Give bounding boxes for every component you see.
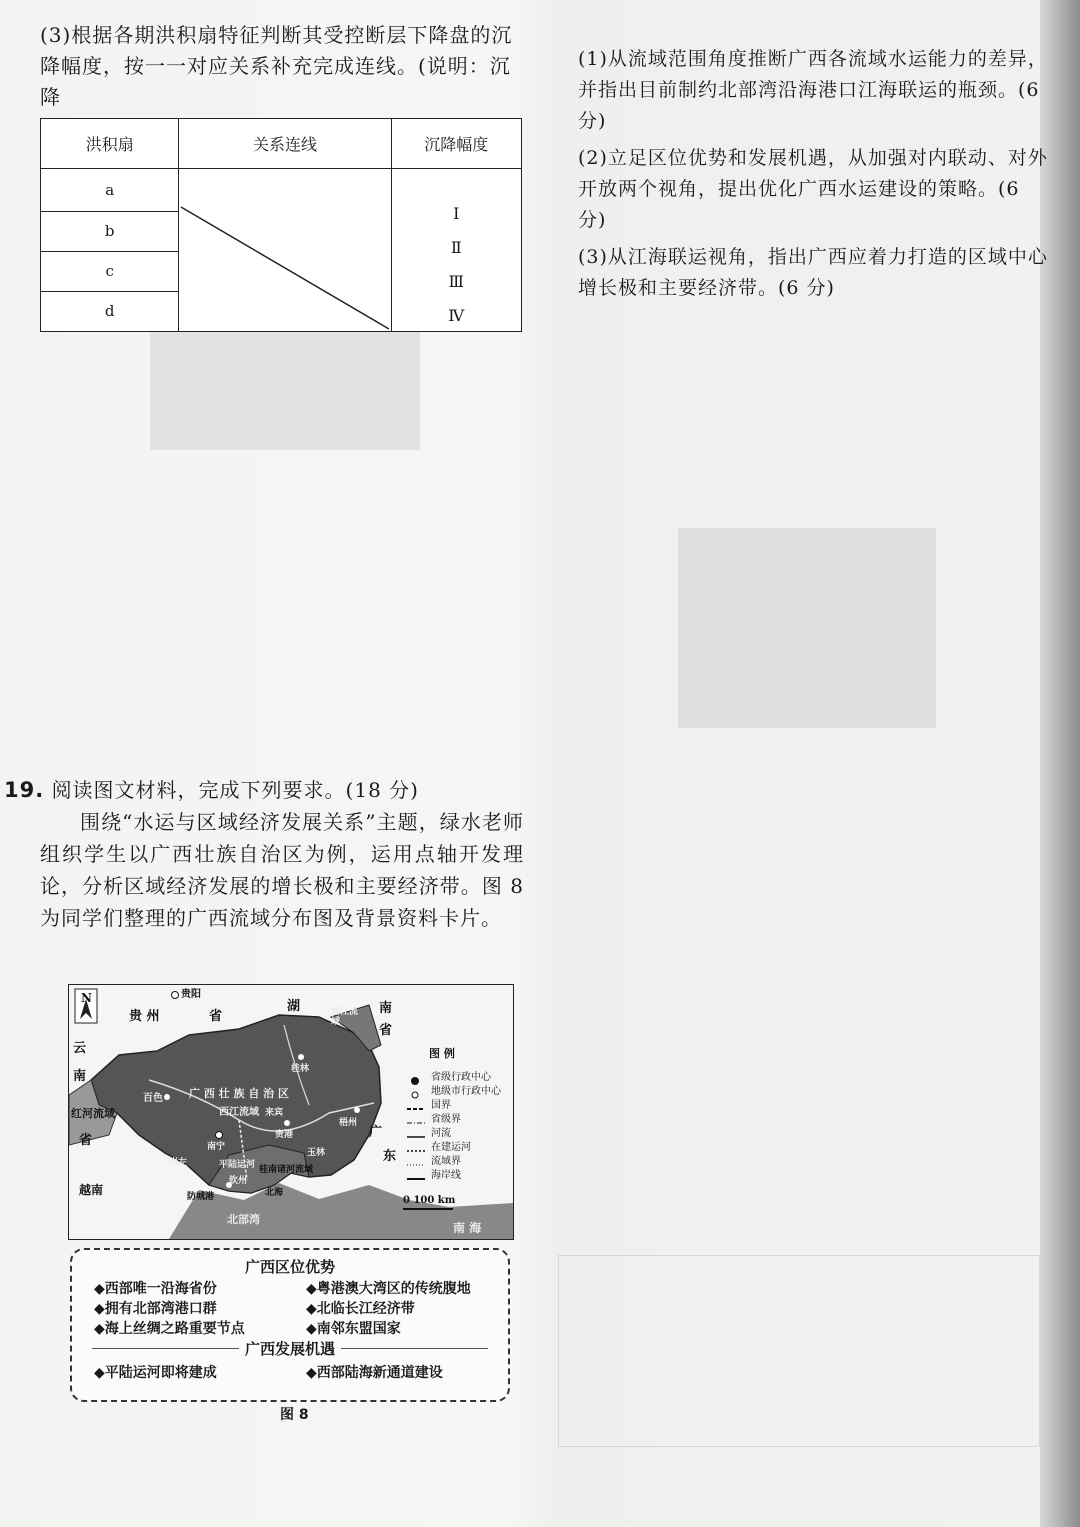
map-label: 梧州 bbox=[339, 1118, 358, 1128]
map-label: 东 bbox=[383, 1149, 397, 1164]
level-cell: Ⅱ bbox=[450, 238, 462, 258]
map-label: 省 bbox=[209, 1009, 223, 1024]
subquestion-2: (2)立足区位优势和发展机遇，从加强对内联动、对外开放两个视角，提出优化广西水运建设的策略。(6 分) bbox=[578, 147, 1048, 231]
bleed-through-image bbox=[150, 320, 420, 450]
map-label: 省 bbox=[79, 1133, 93, 1148]
map-label: 南 海 bbox=[453, 1221, 482, 1235]
legend-item: 省级界 bbox=[431, 1114, 461, 1125]
advantage-item: ◆粤港澳大湾区的传统腹地 bbox=[306, 1281, 471, 1297]
bleed-through-image bbox=[678, 528, 936, 728]
map-label: 玉林 bbox=[307, 1148, 326, 1158]
map-label: 南 bbox=[73, 1069, 87, 1084]
fan-matching-table bbox=[40, 118, 522, 332]
legend-item: 河流 bbox=[431, 1128, 451, 1139]
opportunity-item: ◆平陆运河即将建成 bbox=[94, 1365, 217, 1381]
figure-caption: 图 8 bbox=[280, 1407, 309, 1423]
map-label: 南 bbox=[379, 1001, 393, 1016]
card-title-advantages: 广西区位优势 bbox=[244, 1258, 335, 1276]
q19-heading bbox=[4, 774, 524, 806]
legend-title: 图 例 bbox=[429, 1047, 455, 1060]
opportunity-item: ◆西部陆海新通道建设 bbox=[306, 1365, 443, 1381]
fan-cell: c bbox=[41, 251, 179, 291]
map-label: 湖 bbox=[287, 999, 301, 1014]
fan-cell: b bbox=[41, 211, 179, 251]
map-label: 来宾 bbox=[265, 1108, 284, 1118]
connection-line bbox=[179, 169, 391, 333]
map-label: 钦州 bbox=[229, 1176, 248, 1186]
advantage-item: ◆拥有北部湾港口群 bbox=[94, 1301, 217, 1317]
legend-item: 海岸线 bbox=[431, 1170, 461, 1181]
line-area[interactable] bbox=[179, 169, 391, 332]
legend-item: 流域界 bbox=[431, 1156, 461, 1167]
north-label: N bbox=[81, 991, 92, 1005]
q19-paragraph: 围绕“水运与区域经济发展关系”主题，绿水老师组织学生以广西壮族自治区为例，运用点轴开发理论，分析区域经济发展的增长极和主要经济带。图 8 为同学们整理的广西流域分布图及背景资料卡片。 bbox=[40, 810, 524, 930]
map-label: 广 西 壮 族 自 治 区 bbox=[189, 1087, 289, 1100]
table-header: 洪积扇 bbox=[41, 119, 179, 169]
level-cell: Ⅳ bbox=[448, 306, 465, 326]
q19-subquestions bbox=[578, 44, 1048, 304]
advantage-item: ◆南邻东盟国家 bbox=[306, 1321, 401, 1337]
map-label: 云 bbox=[73, 1041, 87, 1056]
level-cell: Ⅰ bbox=[453, 204, 460, 224]
map-label: 西江流域 bbox=[219, 1107, 259, 1118]
map-label: 防城港 bbox=[187, 1192, 215, 1202]
card-title-opportunities: 广西发展机遇 bbox=[72, 1338, 508, 1359]
advantage-item: ◆海上丝绸之路重要节点 bbox=[94, 1321, 245, 1337]
map-label: 平陆运河 bbox=[219, 1160, 256, 1170]
map-label: 贵阳 bbox=[181, 989, 201, 1000]
map-label: 北部湾 bbox=[227, 1213, 260, 1226]
subquestion-1: (1)从流域范围角度推断广西各流域水运能力的差异，并指出目前制约北部湾沿海港口江海联运的瓶颈。(6 分) bbox=[578, 48, 1048, 132]
legend-item: 地级市行政中心 bbox=[431, 1086, 501, 1097]
map-label: 红河流域 bbox=[71, 1107, 115, 1120]
map-label: 百色 bbox=[143, 1093, 163, 1104]
background-info-card bbox=[70, 1248, 510, 1402]
map-label: 桂南诸河流域 bbox=[259, 1165, 314, 1175]
q19-block bbox=[4, 774, 524, 934]
map-label: 桂林 bbox=[291, 1064, 310, 1074]
legend-item: 省级行政中心 bbox=[431, 1072, 491, 1083]
map-label: 广 bbox=[369, 1125, 383, 1140]
map-label: 崇左 bbox=[169, 1158, 188, 1168]
fan-cell: a bbox=[41, 169, 179, 211]
table-header: 关系连线 bbox=[179, 119, 391, 169]
legend-item: 国界 bbox=[431, 1100, 451, 1111]
map-label: 北海 bbox=[265, 1188, 284, 1198]
q3-line: 降幅度，按一一对应关系补充完成连线。(说明：沉降 bbox=[40, 54, 511, 109]
advantage-item: ◆西部唯一沿海省份 bbox=[94, 1281, 217, 1297]
q19-number: 19. bbox=[4, 778, 45, 802]
subquestion-3: (3)从江海联运视角，指出广西应着力打造的区域中心增长极和主要经济带。(6 分) bbox=[578, 246, 1048, 299]
level-cell: Ⅲ bbox=[448, 272, 464, 292]
map-label: 贵 州 bbox=[129, 1009, 160, 1024]
q3-line: (3)根据各期洪积扇特征判断其受控断层下降盘的沉 bbox=[40, 23, 513, 47]
map-label: 湘江流域 bbox=[331, 1007, 359, 1027]
scale-label: 0 100 km bbox=[403, 1195, 456, 1206]
map-label: 越南 bbox=[79, 1183, 104, 1197]
advantage-item: ◆北临长江经济带 bbox=[306, 1301, 415, 1317]
map-label: 省 bbox=[379, 1023, 393, 1038]
map-legend bbox=[407, 1047, 501, 1183]
fan-cell: d bbox=[41, 291, 179, 331]
table-header: 沉降幅度 bbox=[391, 119, 522, 169]
bleed-through-table bbox=[558, 1255, 1040, 1447]
guangxi-watershed-map bbox=[68, 984, 514, 1240]
q19-title: 阅读图文材料，完成下列要求。(18 分) bbox=[51, 778, 419, 802]
level-column bbox=[391, 169, 522, 332]
map-label: 贵港 bbox=[275, 1130, 294, 1140]
legend-item: 在建运河 bbox=[431, 1142, 471, 1153]
map-label: 南宁 bbox=[207, 1142, 226, 1152]
